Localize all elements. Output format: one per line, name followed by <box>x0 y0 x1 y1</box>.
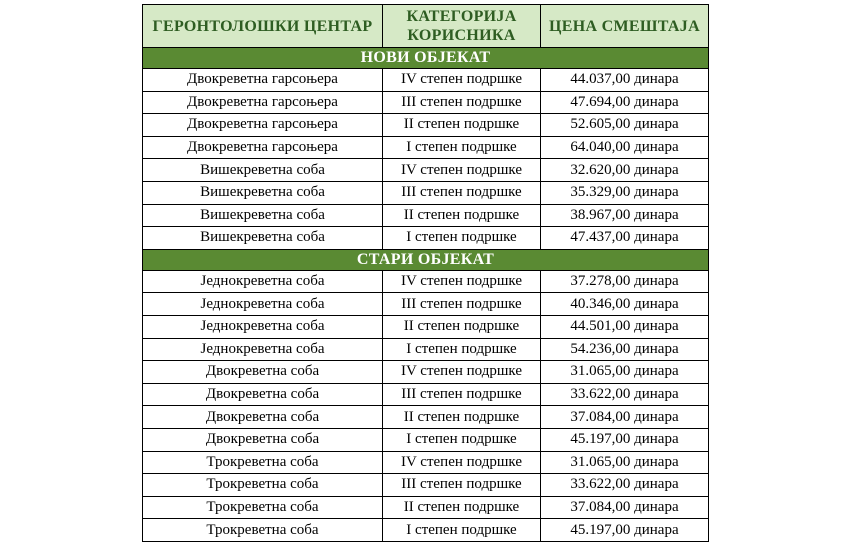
cell-price: 31.065,00 динара <box>541 361 709 384</box>
cell-price: 64.040,00 динара <box>541 136 709 159</box>
section-title: СТАРИ ОБЈЕКАТ <box>143 249 709 270</box>
cell-category: I степен подршке <box>383 136 541 159</box>
cell-category: I степен подршке <box>383 519 541 542</box>
cell-category: I степен подршке <box>383 428 541 451</box>
cell-room: Двокреветна гарсоњера <box>143 136 383 159</box>
cell-category: IV степен подршке <box>383 159 541 182</box>
cell-category: III степен подршке <box>383 91 541 114</box>
cell-price: 32.620,00 динара <box>541 159 709 182</box>
cell-room: Двокреветна гарсоњера <box>143 91 383 114</box>
table-row <box>143 451 709 474</box>
cell-category: IV степен подршке <box>383 270 541 293</box>
cell-category: III степен подршке <box>383 181 541 204</box>
table-header <box>143 5 709 48</box>
cell-price: 44.501,00 динара <box>541 315 709 338</box>
cell-room: Двокреветна соба <box>143 383 383 406</box>
table-row <box>143 361 709 384</box>
table-row <box>143 315 709 338</box>
cell-price: 37.084,00 динара <box>541 406 709 429</box>
cell-category: IV степен подршке <box>383 69 541 92</box>
cell-room: Једнокреветна соба <box>143 293 383 316</box>
table-row <box>143 69 709 92</box>
cell-room: Трокреветна соба <box>143 519 383 542</box>
cell-room: Двокреветна соба <box>143 428 383 451</box>
table-row <box>143 383 709 406</box>
cell-price: 44.037,00 динара <box>541 69 709 92</box>
cell-room: Двокреветна соба <box>143 361 383 384</box>
cell-room: Двокреветна соба <box>143 406 383 429</box>
cell-price: 33.622,00 динара <box>541 383 709 406</box>
table-row <box>143 204 709 227</box>
cell-price: 54.236,00 динара <box>541 338 709 361</box>
table-body <box>143 48 709 542</box>
table-row <box>143 91 709 114</box>
header-row <box>143 5 709 48</box>
header-center: ГЕРОНТОЛОШКИ ЦЕНТАР <box>143 5 383 48</box>
table-row <box>143 293 709 316</box>
cell-category: II степен подршке <box>383 114 541 137</box>
section-row <box>143 48 709 69</box>
section-title: НОВИ ОБЈЕКАТ <box>143 48 709 69</box>
cell-category: IV степен подршке <box>383 361 541 384</box>
table-row <box>143 136 709 159</box>
cell-price: 35.329,00 динара <box>541 181 709 204</box>
cell-category: I степен подршке <box>383 227 541 250</box>
cell-price: 52.605,00 динара <box>541 114 709 137</box>
table-row <box>143 227 709 250</box>
cell-category: I степен подршке <box>383 338 541 361</box>
cell-price: 47.437,00 динара <box>541 227 709 250</box>
cell-category: II степен подршке <box>383 496 541 519</box>
table-row <box>143 474 709 497</box>
cell-room: Двокреветна гарсоњера <box>143 69 383 92</box>
table-row <box>143 159 709 182</box>
cell-category: IV степен подршке <box>383 451 541 474</box>
cell-room: Трокреветна соба <box>143 451 383 474</box>
cell-room: Вишекреветна соба <box>143 181 383 204</box>
cell-room: Вишекреветна соба <box>143 204 383 227</box>
cell-price: 37.278,00 динара <box>541 270 709 293</box>
cell-category: II степен подршке <box>383 406 541 429</box>
price-table-container <box>142 4 709 542</box>
cell-price: 40.346,00 динара <box>541 293 709 316</box>
cell-price: 47.694,00 динара <box>541 91 709 114</box>
table-row <box>143 270 709 293</box>
cell-price: 31.065,00 динара <box>541 451 709 474</box>
table-row <box>143 114 709 137</box>
table-row <box>143 496 709 519</box>
cell-room: Трокреветна соба <box>143 496 383 519</box>
cell-price: 37.084,00 динара <box>541 496 709 519</box>
header-price: ЦЕНА СМЕШТАЈА <box>541 5 709 48</box>
cell-room: Трокреветна соба <box>143 474 383 497</box>
table-row <box>143 181 709 204</box>
cell-category: III степен подршке <box>383 383 541 406</box>
cell-category: II степен подршке <box>383 204 541 227</box>
header-category: КАТЕГОРИЈА КОРИСНИКА <box>383 5 541 48</box>
price-table <box>142 4 709 542</box>
cell-price: 38.967,00 динара <box>541 204 709 227</box>
table-row <box>143 519 709 542</box>
table-row <box>143 428 709 451</box>
table-row <box>143 338 709 361</box>
cell-category: II степен подршке <box>383 315 541 338</box>
cell-room: Вишекреветна соба <box>143 227 383 250</box>
section-row <box>143 249 709 270</box>
cell-price: 45.197,00 динара <box>541 519 709 542</box>
cell-room: Једнокреветна соба <box>143 315 383 338</box>
cell-room: Двокреветна гарсоњера <box>143 114 383 137</box>
cell-price: 45.197,00 динара <box>541 428 709 451</box>
cell-room: Једнокреветна соба <box>143 338 383 361</box>
cell-room: Једнокреветна соба <box>143 270 383 293</box>
table-row <box>143 406 709 429</box>
cell-price: 33.622,00 динара <box>541 474 709 497</box>
cell-category: III степен подршке <box>383 293 541 316</box>
cell-room: Вишекреветна соба <box>143 159 383 182</box>
cell-category: III степен подршке <box>383 474 541 497</box>
